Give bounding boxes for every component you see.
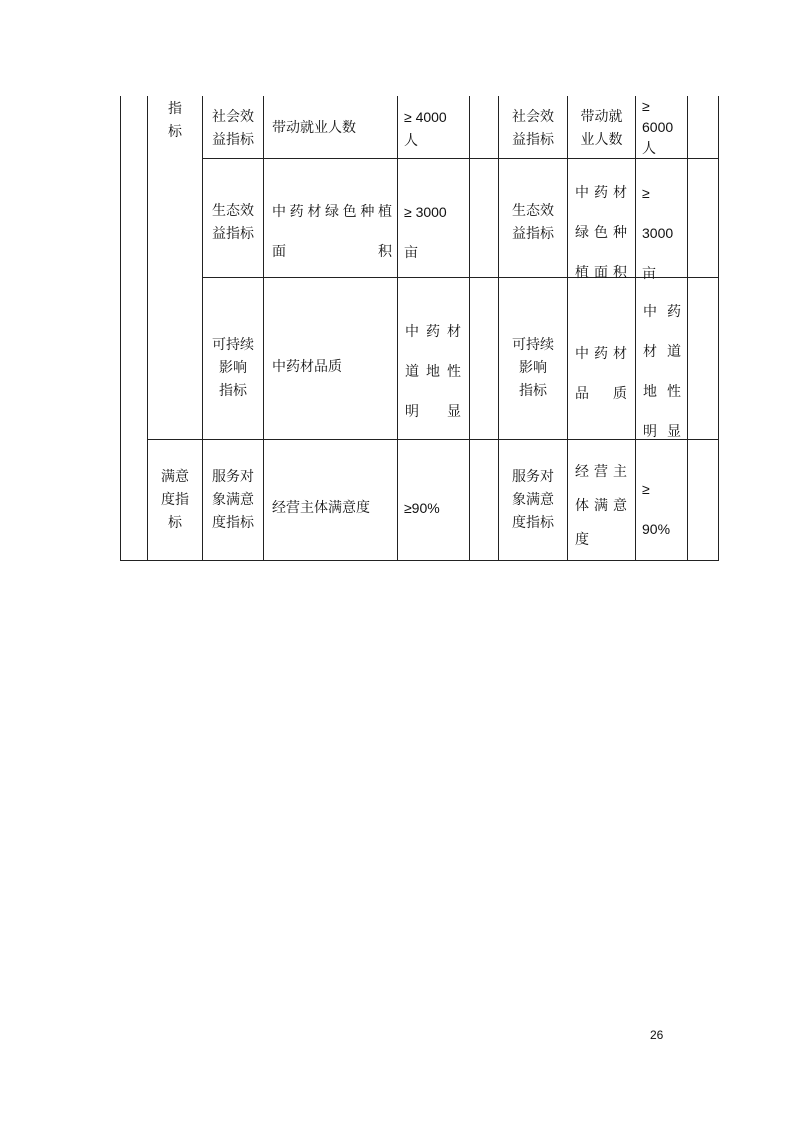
actual-value: 中药 材道 地性 明显 [643, 304, 681, 440]
plan-category: 社会效 益指标 [212, 109, 254, 148]
plan-indicator: 中药材品质 [272, 359, 342, 375]
plan-indicator: 经营主体满意度 [272, 500, 370, 516]
plan-target: ≥90% [404, 500, 440, 516]
actual-value: ≥ 6000 人 [642, 98, 674, 156]
actual-value: ≥ 90% [642, 481, 671, 537]
plan-indicator: 带动就业人数 [272, 120, 356, 136]
actual-category: 生态效 益指标 [512, 203, 554, 242]
actual-indicator: 中药材 绿色种 植面积 [575, 185, 627, 281]
plan-indicator: 中药材绿色种植 面积 [272, 204, 392, 260]
plan-target: ≥ 3000 亩 [404, 204, 447, 260]
actual-indicator: 经营主 体满意 度 [575, 464, 627, 548]
plan-category: 可持续 影响 指标 [212, 337, 254, 399]
actual-indicator: 带动就 业人数 [580, 109, 623, 148]
actual-category: 可持续 影响 指标 [512, 337, 554, 399]
row-label: 指 标 [168, 101, 182, 140]
actual-value: ≥ 3000 亩 [642, 185, 674, 281]
page-number: 26 [650, 1028, 664, 1042]
plan-target: ≥ 4000 人 [404, 109, 447, 148]
plan-category: 服务对 象满意 度指标 [212, 469, 254, 531]
plan-category: 生态效 益指标 [212, 203, 254, 242]
actual-indicator: 中药材 品质 [575, 346, 627, 402]
actual-category: 社会效 益指标 [512, 109, 554, 148]
plan-target: 中药材 道地性 明显 [405, 324, 461, 420]
row-label: 满意 度指 标 [161, 469, 189, 531]
actual-category: 服务对 象满意 度指标 [512, 469, 554, 531]
